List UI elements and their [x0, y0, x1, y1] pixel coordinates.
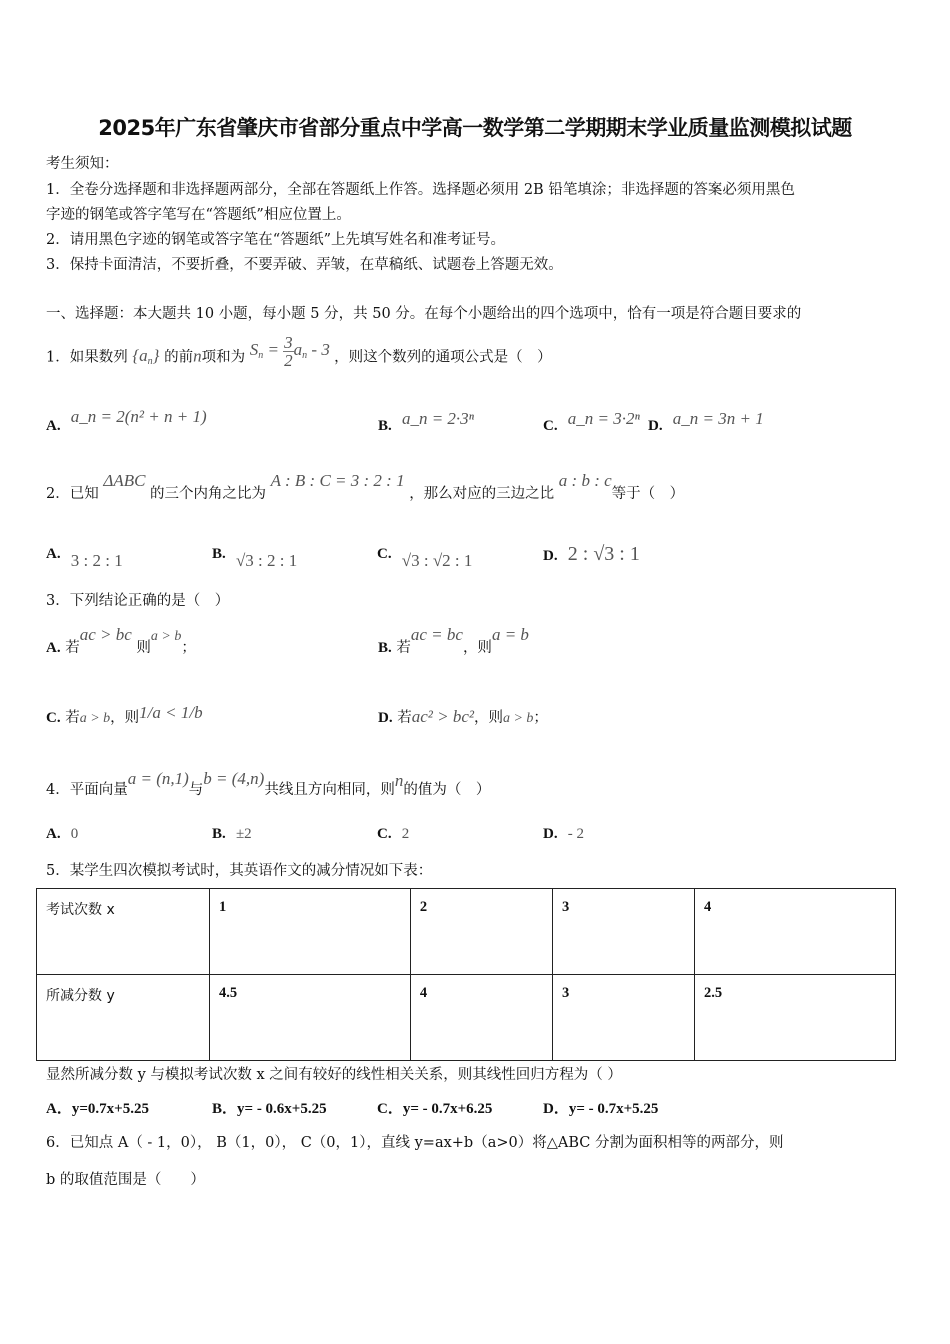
option-b[interactable]: B. 若ac = bc，则a = b — [378, 625, 529, 656]
question-6: 6．已知点 A（ - 1，0）， B（1，0）， C（0，1），直线 y=ax+b（a>0）将△ABC 分割为面积相等的两部分，则 — [46, 1135, 784, 1151]
notice-heading: 考生须知： — [46, 156, 119, 172]
question-6-cont: b 的取值范围是（ ） — [46, 1172, 205, 1188]
question-4: 4．平面向量a = (n,1)与b = (4,n)共线且方向相同，则n的值为（ ） — [46, 769, 491, 798]
option-a[interactable]: A. 3 : 2 : 1 — [46, 546, 123, 570]
sequence-symbol: $\{a_n\}$ — [132, 346, 160, 368]
option-c[interactable]: C. 2 — [377, 826, 410, 842]
score-table — [36, 888, 896, 1061]
option-d[interactable]: D．y= - 0.7x+5.25 — [543, 1101, 659, 1117]
question-3: 3．下列结论正确的是（ ） — [46, 593, 230, 609]
table-row: 考试次数 x 1 2 3 4 — [37, 889, 896, 975]
option-a[interactable]: A. 0 — [46, 826, 79, 842]
option-c[interactable]: C. a_n = 3·2ⁿ — [543, 409, 640, 434]
sum-formula: $S_n$ = $\frac{3}{2}$ $a_n - 3$ — [249, 333, 330, 370]
question-2: 2．已知 ΔABC 的三个内角之比为 A : B : C = 3 : 2 : 1 ，那么对应的三边之比 a : b : c等于（ ） — [46, 471, 685, 502]
page-title: 2025年广东省肇庆市省部分重点中学高一数学第二学期期末学业质量监测模拟试题 — [98, 116, 852, 140]
option-b[interactable]: B. √3 : 2 : 1 — [212, 546, 298, 570]
option-d[interactable]: D. a_n = 3n + 1 — [648, 409, 764, 434]
question-5: 5．某学生四次模拟考试时，其英语作文的减分情况如下表： — [46, 863, 433, 879]
option-d[interactable]: D. 若ac² > bc²，则a > b； — [378, 707, 548, 726]
notice-item: 1．全卷分选择题和非选择题两部分，全部在答题纸上作答。选择题必须用 2B 铅笔填涂；非选择题的答案必须用黑色 — [46, 182, 795, 198]
option-a[interactable]: A．y=0.7x+5.25 — [46, 1101, 149, 1117]
option-d[interactable]: D. 2 : √3 : 1 — [543, 543, 640, 565]
option-b[interactable]: B. ±2 — [212, 826, 252, 842]
notice-item: 2．请用黑色字迹的钢笔或答字笔在“答题纸”上先填写姓名和准考证号。 — [46, 232, 506, 248]
section-heading: 一、选择题：本大题共 10 小题，每小题 5 分，共 50 分。在每个小题给出的四个选项中，恰有一项是符合题目要求的 — [46, 306, 802, 322]
notice-item: 3．保持卡面清洁，不要折叠，不要弄破、弄皱，在草稿纸、试题卷上答题无效。 — [46, 257, 563, 273]
option-d[interactable]: D. - 2 — [543, 826, 585, 842]
option-b[interactable]: B. a_n = 2·3ⁿ — [378, 409, 475, 434]
notice-item: 字迹的钢笔或答字笔写在“答题纸”相应位置上。 — [46, 207, 351, 223]
question-5-text: 显然所减分数 y 与模拟考试次数 x 之间有较好的线性相关关系，则其线性回归方程为（ ） — [46, 1067, 622, 1083]
option-a[interactable]: A. a_n = 2(n² + n + 1) — [46, 407, 207, 434]
option-a[interactable]: A. 若ac > bc 则a > b； — [46, 625, 196, 656]
table-row: 所减分数 y 4.5 4 3 2.5 — [37, 975, 896, 1061]
option-c[interactable]: C. 若a > b，则1/a < 1/b — [46, 703, 203, 726]
option-c[interactable]: C．y= - 0.7x+6.25 — [377, 1101, 493, 1117]
question-1: 1．如果数列 $\{a_n\}$ 的前n项和为 $S_n$ = $\frac{3}{2}$ $a_n - 3$ ，则这个数列的通项公式是（ ） — [46, 333, 552, 370]
option-b[interactable]: B．y= - 0.6x+5.25 — [212, 1101, 327, 1117]
option-c[interactable]: C. √3 : √2 : 1 — [377, 546, 473, 570]
